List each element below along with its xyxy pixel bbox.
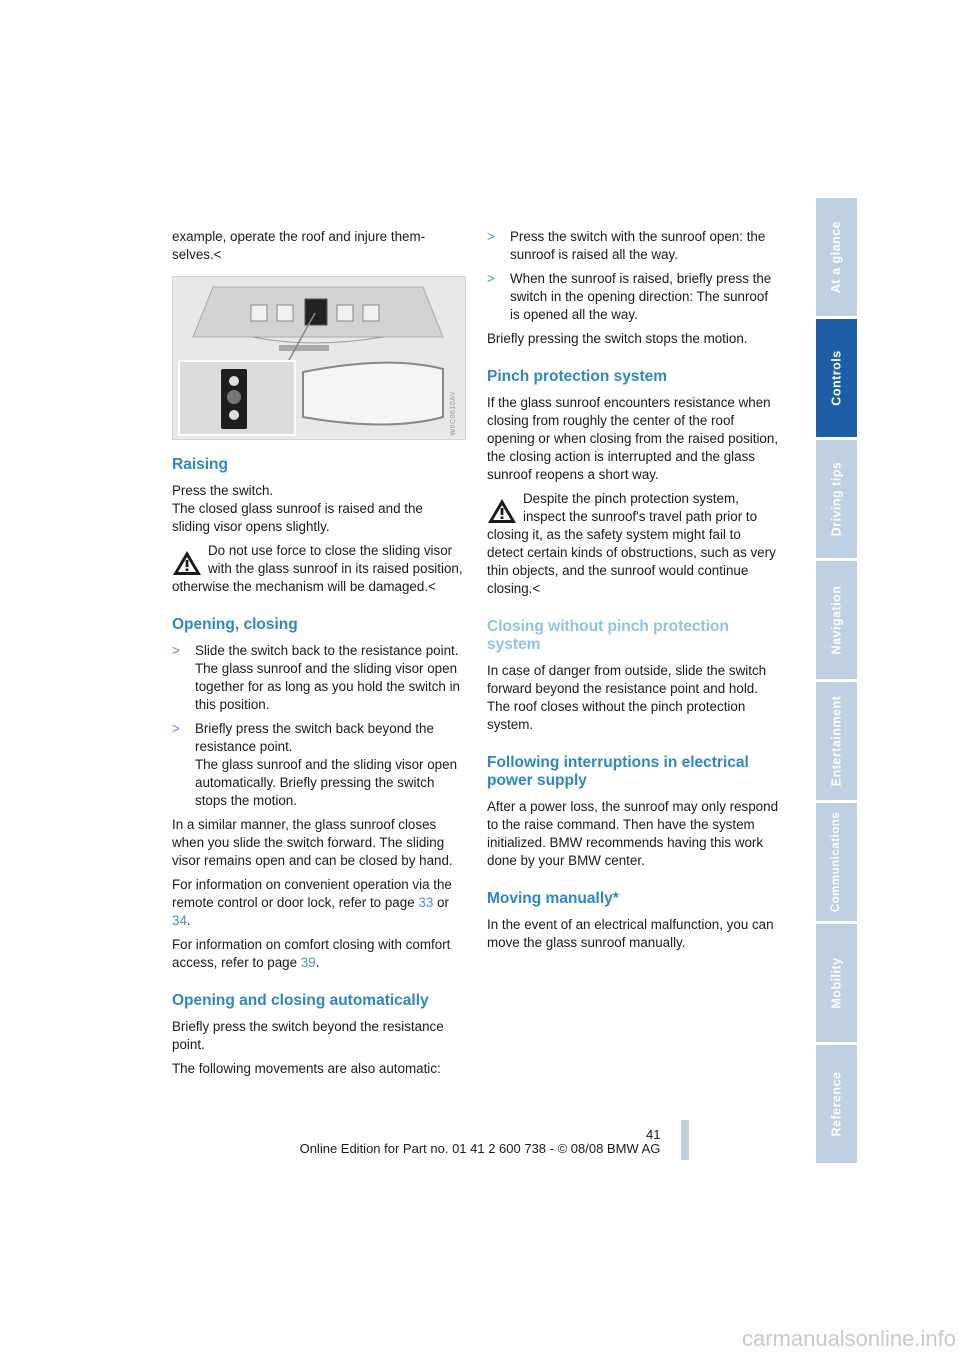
pinch-warning-text: Despite the pinch protection system, inspect the sunroof's travel path prior to closing it, as the safety system might fail to detect certain kinds of obstructions, such as very thin objects, and the sunroof would continue closing.<	[487, 491, 776, 596]
watermark: carmanualsonline.info	[741, 1326, 956, 1351]
list-item	[172, 642, 464, 714]
figure-code: W6C0610AV	[450, 390, 457, 435]
tab-label: Reference	[829, 1071, 844, 1137]
tab-label: Communications	[830, 811, 843, 913]
tab-communications[interactable]	[816, 803, 857, 921]
auto-p2: The following movements are also automatic:	[172, 1061, 441, 1076]
bullet-subtext: The glass sunroof and the sliding visor open together for as long as you hold the switch in this position.	[195, 661, 460, 712]
opening-p3-text: For information on comfort closing with comfort access, refer to page	[172, 937, 451, 970]
left-column	[172, 228, 464, 1084]
bullet-marker: >	[487, 229, 495, 244]
tab-label: Controls	[829, 350, 844, 406]
raising-p2: The closed glass sunroof is raised and the sliding visor opens slightly.	[172, 501, 423, 534]
tab-entertainment[interactable]	[816, 682, 857, 800]
tab-mobility[interactable]	[816, 924, 857, 1042]
heading-pinch: Pinch protection system	[487, 368, 668, 385]
opening-p2-or: or	[433, 895, 449, 910]
bullet-marker: >	[487, 271, 495, 286]
pinch-p1: If the glass sunroof encounters resistance when closing from roughly the center of the roof opening or when closing from the raised position, the closing action is interrupted and the glass sunroof reopens a short way.	[487, 395, 779, 482]
opening-p1: In a similar manner, the glass sunroof closes when you slide the switch forward. The sliding visor remains open and can be closed by hand.	[172, 817, 453, 868]
warning-triangle-icon	[487, 498, 517, 524]
heading-opening-closing: Opening, closing	[172, 616, 298, 633]
warning-triangle-icon	[172, 550, 202, 576]
heading-raising: Raising	[172, 456, 228, 473]
page-number: 41	[646, 1127, 661, 1142]
tab-label: Navigation	[829, 585, 844, 655]
opening-p3-end: .	[315, 955, 320, 970]
pinch-warning	[487, 490, 779, 598]
page-link-39[interactable]: 39	[300, 955, 316, 970]
tab-label: Driving tips	[829, 461, 844, 537]
page-link-33[interactable]: 33	[418, 895, 434, 910]
interrupt-p1: After a power loss, the sunroof may only respond to the raise command. Then have the system initialized. BMW recommends having this work done by your BMW center.	[487, 799, 779, 868]
manual-p1: In the event of an electrical malfunction, you can move the glass sunroof manually.	[487, 917, 774, 950]
opening-p2	[172, 876, 464, 930]
tab-navigation[interactable]	[816, 561, 857, 679]
heading-moving-manually: Moving manually*	[487, 890, 619, 907]
tab-label: Entertainment	[829, 695, 844, 787]
bullet-subtext: The glass sunroof and the sliding visor open automatically. Briefly pressing the switch stops the motion.	[195, 757, 458, 808]
bullet-marker: >	[172, 721, 180, 736]
list-item	[172, 720, 464, 810]
bullet-text: When the sunroof is raised, briefly press the switch in the opening direction: The sunroof is opened all the way.	[510, 271, 772, 322]
list-item	[487, 270, 779, 324]
opening-p2-end: .	[186, 913, 191, 928]
bullet-text: Briefly press the switch back beyond the resistance point.	[195, 721, 434, 754]
overhead-console-illustration	[173, 277, 465, 439]
opening-p2-text: For information on convenient operation via the remote control or door lock, refer to page	[172, 877, 452, 910]
tab-driving-tips[interactable]	[816, 440, 857, 558]
heading-interruptions: Following interruptions in electrical power supply	[487, 754, 749, 789]
footer-edition: Online Edition for Part no. 01 41 2 600 738 - © 08/08 BMW AG	[299, 1141, 661, 1156]
auto-p1: Briefly press the switch beyond the resistance point.	[172, 1019, 444, 1052]
bullet-marker: >	[172, 643, 180, 658]
tab-controls[interactable]	[816, 319, 857, 437]
raising-warning-text: Do not use force to close the sliding visor with the glass sunroof in its raised position, otherwise the mechanism will be damaged.<	[172, 543, 463, 594]
right-column	[487, 228, 779, 958]
tab-label: Mobility	[829, 957, 844, 1009]
page-link-34[interactable]: 34	[172, 913, 187, 928]
bullet-text: Press the switch with the sunroof open: the sunroof is raised all the way.	[510, 229, 766, 262]
right-p1: Briefly pressing the switch stops the motion.	[487, 331, 748, 346]
raising-warning	[172, 542, 464, 596]
heading-auto: Opening and closing automatically	[172, 992, 429, 1009]
bullet-text: Slide the switch back to the resistance point.	[195, 643, 459, 658]
chapter-tabs	[816, 198, 857, 1166]
heading-without-pinch: Closing without pinch protection system	[487, 618, 729, 653]
raising-p1: Press the switch.	[172, 483, 274, 498]
opening-p3	[172, 936, 464, 972]
tab-at-a-glance[interactable]	[816, 198, 857, 316]
list-item	[487, 228, 779, 264]
sunroof-switch-figure	[172, 276, 466, 440]
tab-label: At a glance	[829, 220, 844, 294]
intro-text: example, operate the roof and injure them-selves.<	[172, 229, 426, 262]
without-p1: In case of danger from outside, slide the switch forward beyond the resistance point and hold. The roof closes without the pinch protection system.	[487, 663, 767, 732]
